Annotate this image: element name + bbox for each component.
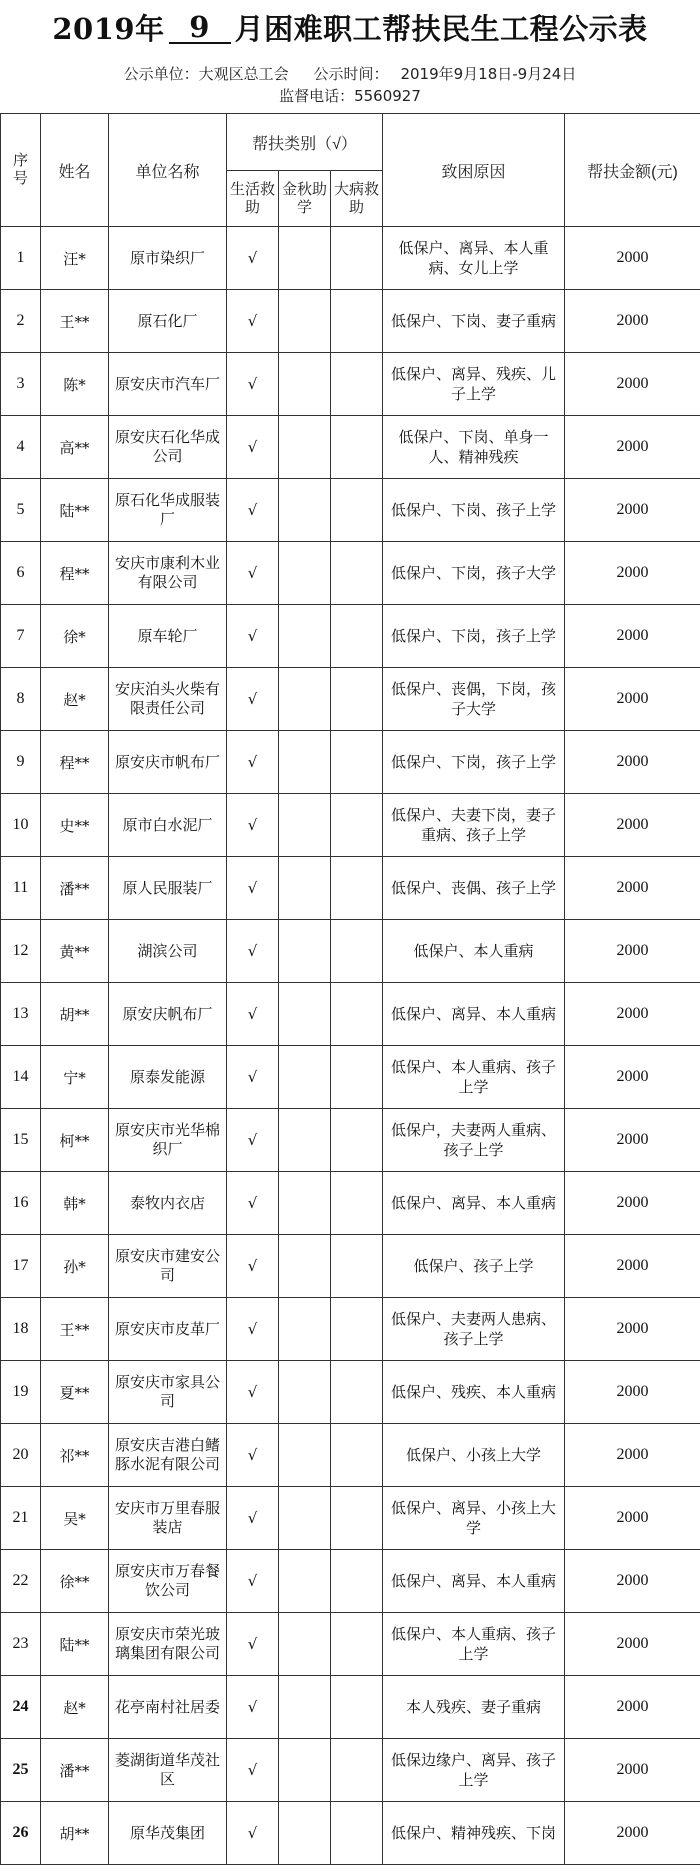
illness-aid-cell <box>331 1361 383 1424</box>
row-number: 25 <box>1 1739 41 1802</box>
living-aid-check: √ <box>227 1613 279 1676</box>
illness-aid-cell <box>331 983 383 1046</box>
work-unit: 原安庆吉港白鳍豚水泥有限公司 <box>109 1424 227 1487</box>
illness-aid-cell <box>331 479 383 542</box>
work-unit: 湖滨公司 <box>109 920 227 983</box>
table-row <box>1 794 700 857</box>
living-aid-check: √ <box>227 605 279 668</box>
living-aid-check: √ <box>227 857 279 920</box>
living-aid-check: √ <box>227 794 279 857</box>
hardship-reason: 低保户、离异、残疾、儿子上学 <box>383 353 565 416</box>
table-row <box>1 1172 700 1235</box>
study-aid-cell <box>279 857 331 920</box>
aid-amount: 2000 <box>565 920 700 983</box>
table-row <box>1 857 700 920</box>
illness-aid-cell <box>331 1172 383 1235</box>
hardship-reason: 低保户、本人重病 <box>383 920 565 983</box>
work-unit: 原华茂集团 <box>109 1802 227 1865</box>
illness-aid-cell <box>331 290 383 353</box>
publishing-unit: 公示单位：大观区总工会 <box>123 65 289 83</box>
study-aid-cell <box>279 1613 331 1676</box>
row-number: 24 <box>1 1676 41 1739</box>
row-number: 18 <box>1 1298 41 1361</box>
header-unit: 单位名称 <box>109 114 227 227</box>
work-unit: 原石化厂 <box>109 290 227 353</box>
work-unit: 原安庆市帆布厂 <box>109 731 227 794</box>
work-unit: 原安庆市皮革厂 <box>109 1298 227 1361</box>
aid-amount: 2000 <box>565 668 700 731</box>
illness-aid-cell <box>331 1802 383 1865</box>
aid-amount: 2000 <box>565 1046 700 1109</box>
recipient-name: 宁* <box>41 1046 109 1109</box>
title-prefix: 2019年 <box>52 12 165 46</box>
aid-amount: 2000 <box>565 731 700 794</box>
hardship-reason: 低保户、本人重病、孩子上学 <box>383 1046 565 1109</box>
living-aid-check: √ <box>227 1550 279 1613</box>
row-number: 6 <box>1 542 41 605</box>
work-unit: 安庆市康利木业有限公司 <box>109 542 227 605</box>
work-unit: 原安庆市汽车厂 <box>109 353 227 416</box>
aid-amount: 2000 <box>565 605 700 668</box>
study-aid-cell <box>279 1235 331 1298</box>
row-number: 10 <box>1 794 41 857</box>
row-number: 4 <box>1 416 41 479</box>
table-row <box>1 605 700 668</box>
row-number: 13 <box>1 983 41 1046</box>
study-aid-cell <box>279 1550 331 1613</box>
hardship-reason: 低保户、下岗，孩子上学 <box>383 605 565 668</box>
title-month: 9 <box>169 12 231 44</box>
living-aid-check: √ <box>227 1109 279 1172</box>
recipient-name: 吴* <box>41 1487 109 1550</box>
aid-amount: 2000 <box>565 857 700 920</box>
recipient-name: 韩* <box>41 1172 109 1235</box>
table-row <box>1 1676 700 1739</box>
illness-aid-cell <box>331 1109 383 1172</box>
aid-amount: 2000 <box>565 1109 700 1172</box>
hardship-reason: 低保户、下岗，孩子上学 <box>383 731 565 794</box>
hardship-reason: 低保户、离异、本人重病 <box>383 1550 565 1613</box>
recipient-name: 高** <box>41 416 109 479</box>
recipient-name: 胡** <box>41 983 109 1046</box>
aid-amount: 2000 <box>565 479 700 542</box>
illness-aid-cell <box>331 353 383 416</box>
publish-time-value: 2019年9月18日-9月24日 <box>400 65 577 83</box>
living-aid-check: √ <box>227 290 279 353</box>
illness-aid-cell <box>331 416 383 479</box>
title-suffix: 月困难职工帮扶民生工程公示表 <box>234 12 648 46</box>
study-aid-cell <box>279 668 331 731</box>
table-header <box>1 114 700 227</box>
hardship-reason: 低保户、小孩上大学 <box>383 1424 565 1487</box>
aid-amount: 2000 <box>565 1361 700 1424</box>
living-aid-check: √ <box>227 1739 279 1802</box>
table-row <box>1 416 700 479</box>
page-title <box>0 0 700 55</box>
living-aid-check: √ <box>227 1235 279 1298</box>
recipient-name: 徐* <box>41 605 109 668</box>
living-aid-check: √ <box>227 731 279 794</box>
study-aid-cell <box>279 794 331 857</box>
hardship-reason: 低保户、离异、本人重病、女儿上学 <box>383 227 565 290</box>
recipient-name: 赵* <box>41 1676 109 1739</box>
recipient-name: 黄** <box>41 920 109 983</box>
aid-amount: 2000 <box>565 416 700 479</box>
illness-aid-cell <box>331 1487 383 1550</box>
table-row <box>1 668 700 731</box>
illness-aid-cell <box>331 857 383 920</box>
table-row <box>1 731 700 794</box>
study-aid-cell <box>279 920 331 983</box>
aid-amount: 2000 <box>565 542 700 605</box>
illness-aid-cell <box>331 1424 383 1487</box>
study-aid-cell <box>279 1739 331 1802</box>
table-row <box>1 1550 700 1613</box>
row-number: 3 <box>1 353 41 416</box>
table-row <box>1 542 700 605</box>
table-row <box>1 920 700 983</box>
row-number: 2 <box>1 290 41 353</box>
aid-amount: 2000 <box>565 1487 700 1550</box>
aid-amount: 2000 <box>565 353 700 416</box>
header-reason: 致困原因 <box>383 114 565 227</box>
living-aid-check: √ <box>227 668 279 731</box>
living-aid-check: √ <box>227 416 279 479</box>
work-unit: 原安庆市家具公司 <box>109 1361 227 1424</box>
living-aid-check: √ <box>227 542 279 605</box>
aid-amount: 2000 <box>565 1802 700 1865</box>
study-aid-cell <box>279 1802 331 1865</box>
row-number: 9 <box>1 731 41 794</box>
hardship-reason: 低保户、下岗、单身一人、精神残疾 <box>383 416 565 479</box>
recipient-name: 史** <box>41 794 109 857</box>
table-row <box>1 1424 700 1487</box>
study-aid-cell <box>279 479 331 542</box>
row-number: 21 <box>1 1487 41 1550</box>
study-aid-cell <box>279 227 331 290</box>
illness-aid-cell <box>331 920 383 983</box>
table-row <box>1 353 700 416</box>
living-aid-check: √ <box>227 983 279 1046</box>
row-number: 20 <box>1 1424 41 1487</box>
work-unit: 原车轮厂 <box>109 605 227 668</box>
illness-aid-cell <box>331 1298 383 1361</box>
living-aid-check: √ <box>227 479 279 542</box>
living-aid-check: √ <box>227 920 279 983</box>
header-illness-aid: 大病救助 <box>331 171 383 227</box>
aid-amount: 2000 <box>565 1424 700 1487</box>
publish-time <box>313 65 576 83</box>
aid-amount: 2000 <box>565 1298 700 1361</box>
work-unit: 原安庆石化华成公司 <box>109 416 227 479</box>
recipient-name: 夏** <box>41 1361 109 1424</box>
recipient-name: 程** <box>41 731 109 794</box>
aid-amount: 2000 <box>565 1235 700 1298</box>
aid-amount: 2000 <box>565 290 700 353</box>
study-aid-cell <box>279 1109 331 1172</box>
study-aid-cell <box>279 1487 331 1550</box>
hardship-reason: 低保户、下岗、妻子重病 <box>383 290 565 353</box>
work-unit: 原安庆市万春餐饮公司 <box>109 1550 227 1613</box>
study-aid-cell <box>279 1298 331 1361</box>
recipient-name: 潘** <box>41 857 109 920</box>
table-row <box>1 1298 700 1361</box>
table-row <box>1 1739 700 1802</box>
study-aid-cell <box>279 731 331 794</box>
study-aid-cell <box>279 1172 331 1235</box>
supervision-phone: 监督电话：5560927 <box>279 87 421 105</box>
table-row <box>1 1235 700 1298</box>
publish-time-label: 公示时间： <box>313 65 389 83</box>
hardship-reason: 低保边缘户、离异、孩子上学 <box>383 1739 565 1802</box>
aid-amount: 2000 <box>565 1172 700 1235</box>
illness-aid-cell <box>331 1046 383 1109</box>
aid-amount: 2000 <box>565 1550 700 1613</box>
header-living-aid: 生活救助 <box>227 171 279 227</box>
aid-amount: 2000 <box>565 1676 700 1739</box>
living-aid-check: √ <box>227 1361 279 1424</box>
hardship-reason: 低保户、离异、本人重病 <box>383 1172 565 1235</box>
living-aid-check: √ <box>227 1424 279 1487</box>
recipient-name: 汪* <box>41 227 109 290</box>
row-number: 22 <box>1 1550 41 1613</box>
announcement-meta <box>0 57 700 107</box>
table-row <box>1 1802 700 1865</box>
hardship-reason: 低保户、夫妻两人患病、孩子上学 <box>383 1298 565 1361</box>
illness-aid-cell <box>331 1739 383 1802</box>
row-number: 12 <box>1 920 41 983</box>
living-aid-check: √ <box>227 227 279 290</box>
illness-aid-cell <box>331 605 383 668</box>
work-unit: 原人民服装厂 <box>109 857 227 920</box>
living-aid-check: √ <box>227 1802 279 1865</box>
study-aid-cell <box>279 1424 331 1487</box>
living-aid-check: √ <box>227 1676 279 1739</box>
row-number: 15 <box>1 1109 41 1172</box>
study-aid-cell <box>279 605 331 668</box>
recipient-name: 陆** <box>41 1613 109 1676</box>
recipient-name: 潘** <box>41 1739 109 1802</box>
table-row <box>1 1487 700 1550</box>
recipient-name: 柯** <box>41 1109 109 1172</box>
row-number: 5 <box>1 479 41 542</box>
study-aid-cell <box>279 1046 331 1109</box>
study-aid-cell <box>279 353 331 416</box>
row-number: 19 <box>1 1361 41 1424</box>
aid-table <box>0 113 700 1865</box>
hardship-reason: 低保户、夫妻下岗，妻子重病、孩子上学 <box>383 794 565 857</box>
meta-row <box>0 63 700 84</box>
hardship-reason: 低保户、丧偶，下岗，孩子大学 <box>383 668 565 731</box>
study-aid-cell <box>279 416 331 479</box>
table-row <box>1 1109 700 1172</box>
work-unit: 原安庆市荣光玻璃集团有限公司 <box>109 1613 227 1676</box>
illness-aid-cell <box>331 731 383 794</box>
recipient-name: 陆** <box>41 479 109 542</box>
work-unit: 原泰发能源 <box>109 1046 227 1109</box>
aid-amount: 2000 <box>565 983 700 1046</box>
table-row <box>1 983 700 1046</box>
study-aid-cell <box>279 983 331 1046</box>
illness-aid-cell <box>331 1613 383 1676</box>
recipient-name: 王** <box>41 290 109 353</box>
study-aid-cell <box>279 290 331 353</box>
work-unit: 安庆泊头火柴有限责任公司 <box>109 668 227 731</box>
illness-aid-cell <box>331 668 383 731</box>
illness-aid-cell <box>331 1550 383 1613</box>
hardship-reason: 低保户、残疾、本人重病 <box>383 1361 565 1424</box>
hardship-reason: 低保户、丧偶、孩子上学 <box>383 857 565 920</box>
hardship-reason: 低保户、本人重病、孩子上学 <box>383 1613 565 1676</box>
table-row <box>1 479 700 542</box>
table-row <box>1 1613 700 1676</box>
living-aid-check: √ <box>227 1487 279 1550</box>
table-row <box>1 1046 700 1109</box>
living-aid-check: √ <box>227 1046 279 1109</box>
header-study-aid: 金秋助学 <box>279 171 331 227</box>
work-unit: 原市染织厂 <box>109 227 227 290</box>
row-number: 7 <box>1 605 41 668</box>
header-name: 姓名 <box>41 114 109 227</box>
table-row <box>1 227 700 290</box>
aid-amount: 2000 <box>565 227 700 290</box>
recipient-name: 王** <box>41 1298 109 1361</box>
row-number: 8 <box>1 668 41 731</box>
study-aid-cell <box>279 542 331 605</box>
hardship-reason: 低保户、下岗，孩子大学 <box>383 542 565 605</box>
hardship-reason: 低保户、精神残疾、下岗 <box>383 1802 565 1865</box>
row-number: 14 <box>1 1046 41 1109</box>
work-unit: 原安庆市建安公司 <box>109 1235 227 1298</box>
row-number: 1 <box>1 227 41 290</box>
table-row <box>1 1361 700 1424</box>
living-aid-check: √ <box>227 1172 279 1235</box>
aid-amount: 2000 <box>565 1739 700 1802</box>
row-number: 17 <box>1 1235 41 1298</box>
study-aid-cell <box>279 1676 331 1739</box>
recipient-name: 程** <box>41 542 109 605</box>
hardship-reason: 低保户、孩子上学 <box>383 1235 565 1298</box>
illness-aid-cell <box>331 227 383 290</box>
aid-amount: 2000 <box>565 1613 700 1676</box>
row-number: 26 <box>1 1802 41 1865</box>
recipient-name: 祁** <box>41 1424 109 1487</box>
illness-aid-cell <box>331 1235 383 1298</box>
work-unit: 原安庆帆布厂 <box>109 983 227 1046</box>
recipient-name: 孙* <box>41 1235 109 1298</box>
recipient-name: 赵* <box>41 668 109 731</box>
header-amount: 帮扶金额(元) <box>565 114 700 227</box>
work-unit: 花亭南村社居委 <box>109 1676 227 1739</box>
table-body <box>1 227 700 1865</box>
illness-aid-cell <box>331 794 383 857</box>
living-aid-check: √ <box>227 1298 279 1361</box>
row-number: 11 <box>1 857 41 920</box>
hardship-reason: 低保户、下岗、孩子上学 <box>383 479 565 542</box>
recipient-name: 徐** <box>41 1550 109 1613</box>
work-unit: 原石化华成服装厂 <box>109 479 227 542</box>
hardship-reason: 低保户，夫妻两人重病、孩子上学 <box>383 1109 565 1172</box>
table-row <box>1 290 700 353</box>
header-no: 序号 <box>1 114 41 227</box>
work-unit: 泰牧内衣店 <box>109 1172 227 1235</box>
work-unit: 菱湖街道华茂社区 <box>109 1739 227 1802</box>
header-category: 帮扶类别（√） <box>227 114 383 171</box>
row-number: 16 <box>1 1172 41 1235</box>
work-unit: 安庆市万里春服装店 <box>109 1487 227 1550</box>
hardship-reason: 低保户、离异、本人重病 <box>383 983 565 1046</box>
living-aid-check: √ <box>227 353 279 416</box>
row-number: 23 <box>1 1613 41 1676</box>
illness-aid-cell <box>331 542 383 605</box>
recipient-name: 胡** <box>41 1802 109 1865</box>
work-unit: 原安庆市光华棉织厂 <box>109 1109 227 1172</box>
illness-aid-cell <box>331 1676 383 1739</box>
hardship-reason: 本人残疾、妻子重病 <box>383 1676 565 1739</box>
work-unit: 原市白水泥厂 <box>109 794 227 857</box>
study-aid-cell <box>279 1361 331 1424</box>
aid-amount: 2000 <box>565 794 700 857</box>
hardship-reason: 低保户、离异、小孩上大学 <box>383 1487 565 1550</box>
recipient-name: 陈* <box>41 353 109 416</box>
